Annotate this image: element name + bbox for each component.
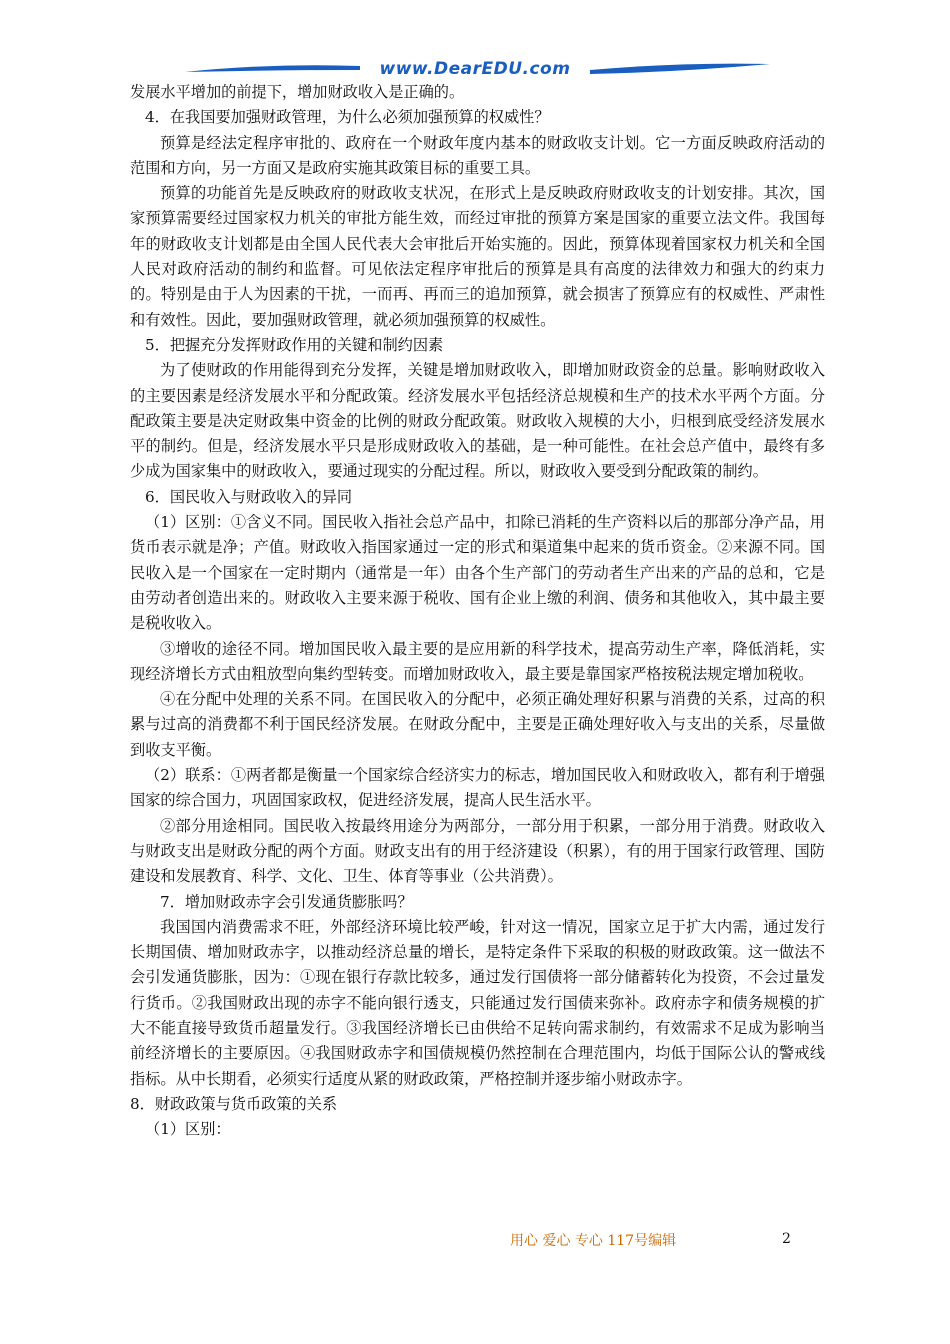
- paragraph: 发展水平增加的前提下，增加财政收入是正确的。: [130, 83, 465, 101]
- paragraph: （1）区别：: [145, 1120, 231, 1139]
- paragraph: 7．增加财政赤字会引发通货膨胀吗？: [160, 892, 413, 911]
- paragraph: 6．国民收入与财政收入的异同: [145, 487, 353, 506]
- paragraph: 预算的功能首先是反映政府的财政收支状况，在形式上是反映政府财政收支的计划安排。其次，国家预算需要经过国家权力机关的审批方能生效，而经过审批的预算方案是国家的重要立法文件。我国每年的财政收支计划都是由全国人民代表大会审批后开始实施的。因此，预算体现着国家权力机关和全国人民对政府活动的制约和监督。可见依法定程序审批后的预算是具有高度的法律效力和强大的约束力的。特别是由于人为因素的干扰，一而再、再而三的追加预算，就会损害了预算应有的权威性、严肃性和有效性。因此，要加强财政管理，就必须加强预算的权威性。: [130, 184, 825, 329]
- document-body: [130, 80, 825, 1142]
- page-header: [0, 0, 950, 90]
- paragraph: 5．把握充分发挥财政作用的关键和制约因素: [145, 335, 444, 354]
- paragraph: ④在分配中处理的关系不同。在国民收入的分配中，必须正确处理好积累与消费的关系，过高的积累与过高的消费都不利于国民经济发展。在财政分配中，主要是正确处理好收入与支出的关系，尽量做到收支平衡。: [130, 690, 825, 759]
- page-number: 2: [782, 1231, 791, 1247]
- paragraph: 我国国内消费需求不旺，外部经济环境比较严峻，针对这一情况，国家立足于扩大内需，通过发行长期国债、增加财政赤字，以推动经济总量的增长，是特定条件下采取的积极的财政政策。这一做法不会引发通货膨胀，因为：①现在银行存款比较多，通过发行国债将一部分储蓄转化为投资，不会过量发行货币。②我国财政出现的赤字不能向银行透支，只能通过发行国债来弥补。政府赤字和债务规模的扩大不能直接导致货币超量发行。③我国经济增长已由供给不足转向需求制约，有效需求不足成为影响当前经济增长的主要原因。④我国财政赤字和国债规模仍然控制在合理范围内，均低于国际公认的警戒线指标。从中长期看，必须实行适度从紧的财政政策，严格控制并逐步缩小财政赤字。: [130, 917, 825, 1088]
- paragraph: （1）区别：①含义不同。国民收入指社会总产品中，扣除已消耗的生产资料以后的那部分净产品，用货币表示就是净；产值。财政收入指国家通过一定的形式和渠道集中起来的货币资金。②来源不同。国民收入是一个国家在一定时期内（通常是一年）由各个生产部门的劳动者生产出来的产品的总和，它是由劳动者创造出来的。财政收入主要来源于税收、国有企业上缴的利润、债务和其他收入，其中最主要是税收收入。: [130, 513, 825, 633]
- paragraph: 预算是经法定程序审批的、政府在一个财政年度内基本的财政收支计划。它一方面反映政府活动的范围和方向，另一方面又是政府实施其政策目标的重要工具。: [130, 133, 825, 177]
- paragraph: ②部分用途相同。国民收入按最终用途分为两部分，一部分用于积累，一部分用于消费。财政收入与财政支出是财政分配的两个方面。财政支出有的用于经济建设（积累），有的用于国家行政管理、国防建设和发展教育、科学、文化、卫生、体育等事业（公共消费）。: [130, 816, 825, 886]
- site-name: www.DearEDU.com: [379, 59, 571, 79]
- paragraph: 为了使财政的作用能得到充分发挥，关键是增加财政收入，即增加财政资金的总量。影响财政收入的主要因素是经济发展水平和分配政策。经济发展水平包括经济总规模和生产的技术水平两个方面。分配政策主要是决定财政集中资金的比例的财政分配政策。财政收入规模的大小，归根到底受经济发展水平的制约。但是，经济发展水平只是形成财政收入的基础，是一种可能性。在社会总产值中，最终有多少成为国家集中的财政收入，要通过现实的分配过程。所以，财政收入要受到分配政策的制约。: [130, 361, 825, 481]
- paragraph: （2）联系：①两者都是衡量一个国家综合经济实力的标志，增加国民收入和财政收入，都有利于增强国家的综合国力，巩固国家政权，促进经济发展，提高人民生活水平。: [130, 766, 825, 810]
- paragraph: 8．财政政策与货币政策的关系: [130, 1094, 338, 1113]
- footer-text: 用心 爱心 专心 117号编辑: [510, 1233, 677, 1249]
- paragraph: 4．在我国要加强财政管理，为什么必须加强预算的权威性？: [145, 108, 550, 127]
- paragraph: ③增收的途径不同。增加国民收入最主要的是应用新的科学技术，提高劳动生产率，降低消耗，实现经济增长方式由粗放型向集约型转变。而增加财政收入，最主要是靠国家严格按税法规定增加税收。: [130, 639, 825, 683]
